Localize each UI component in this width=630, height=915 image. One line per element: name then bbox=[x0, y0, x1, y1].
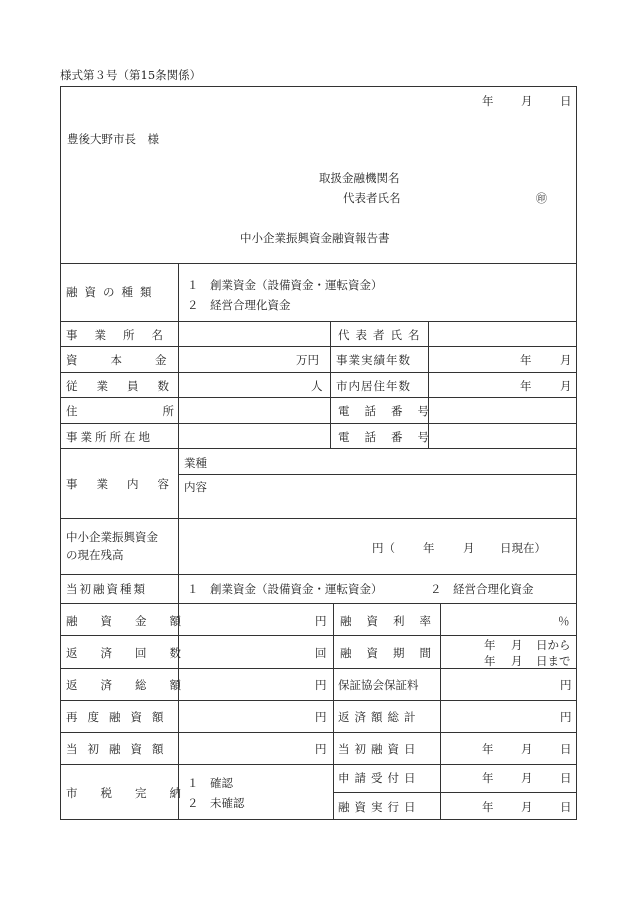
page-title: 中小企業振興資金融資報告書 bbox=[240, 231, 390, 245]
initial-loan-date-month: 月 bbox=[521, 742, 533, 756]
application-date-day: 日 bbox=[560, 771, 572, 785]
divider bbox=[333, 792, 577, 793]
repaid-total-unit: 円 bbox=[560, 710, 572, 724]
balance-label-line1: 中小企業振興資金 bbox=[66, 530, 158, 544]
loan-period-from-day: 日から bbox=[536, 638, 571, 652]
balance-month: 月 bbox=[463, 541, 475, 555]
rep-name-label: 代表者氏名 bbox=[338, 328, 426, 342]
initial-loan-type-option-2: ２ 経営合理化資金 bbox=[430, 582, 534, 596]
execution-date-day: 日 bbox=[560, 800, 572, 814]
balance-day: 日現在） bbox=[500, 541, 546, 555]
tax-option-1: １ 確認 bbox=[187, 776, 233, 790]
loan-period-from-month: 月 bbox=[511, 638, 523, 652]
balance-year: 年 bbox=[423, 541, 435, 555]
repaid-total-label: 返済額総計 bbox=[338, 710, 421, 724]
divider bbox=[60, 321, 577, 322]
loan-type-option-2: ２ 経営合理化資金 bbox=[187, 298, 291, 312]
phone-label-2: 電話番号 bbox=[338, 430, 444, 444]
divider bbox=[60, 518, 577, 519]
guarantee-fee-unit: 円 bbox=[560, 678, 572, 692]
initial-loan-amount-unit: 円 bbox=[315, 742, 327, 756]
content-label: 内容 bbox=[184, 480, 207, 494]
loan-type-label: 融資の種類 bbox=[66, 285, 159, 299]
industry-label: 業種 bbox=[184, 456, 207, 470]
residence-years-label: 市内居住年数 bbox=[336, 379, 411, 393]
form-number: 様式第３号（第15条関係） bbox=[60, 68, 202, 82]
guarantee-fee-label: 保証協会保証料 bbox=[338, 678, 419, 692]
tax-option-2: ２ 未確認 bbox=[187, 796, 245, 810]
divider bbox=[60, 263, 577, 264]
application-date-year: 年 bbox=[482, 771, 494, 785]
repay-total-unit: 円 bbox=[315, 678, 327, 692]
business-years-year: 年 bbox=[520, 353, 532, 367]
divider bbox=[330, 321, 331, 448]
divider bbox=[60, 574, 577, 575]
initial-loan-amount-label: 当初融資額 bbox=[66, 742, 174, 756]
institution-label: 取扱金融機関名 bbox=[319, 171, 400, 185]
execution-date-month: 月 bbox=[521, 800, 533, 814]
repay-count-label: 返済回数 bbox=[66, 646, 204, 660]
application-date-month: 月 bbox=[521, 771, 533, 785]
initial-loan-type-option-1: １ 創業資金（設備資金・運転資金） bbox=[187, 582, 383, 596]
execution-date-label: 融資実行日 bbox=[338, 800, 421, 814]
reloan-amount-label: 再度融資額 bbox=[66, 710, 174, 724]
representative-label: 代表者氏名 bbox=[343, 191, 401, 205]
addressee: 豊後大野市長 様 bbox=[67, 132, 159, 146]
divider bbox=[60, 764, 577, 765]
tax-label: 市税完納 bbox=[66, 786, 204, 800]
interest-rate-label: 融資利率 bbox=[340, 614, 446, 628]
application-date-label: 申請受付日 bbox=[338, 771, 421, 785]
loan-period-to-year: 年 bbox=[484, 654, 496, 668]
initial-loan-type-label: 当初融資種類 bbox=[66, 582, 147, 596]
loan-period-to-month: 月 bbox=[511, 654, 523, 668]
loan-period-to-day: 日まで bbox=[536, 654, 571, 668]
address-label: 住所 bbox=[66, 404, 259, 418]
reloan-amount-unit: 円 bbox=[315, 710, 327, 724]
divider bbox=[60, 700, 577, 701]
divider bbox=[60, 448, 577, 449]
divider bbox=[178, 263, 179, 820]
initial-loan-date-label: 当初融資日 bbox=[338, 742, 421, 756]
execution-date-year: 年 bbox=[482, 800, 494, 814]
office-name-label: 事業所名 bbox=[66, 328, 180, 342]
capital-label: 資本金 bbox=[66, 353, 200, 367]
divider bbox=[60, 668, 577, 669]
loan-period-from-year: 年 bbox=[484, 638, 496, 652]
divider bbox=[60, 603, 577, 604]
residence-years-year: 年 bbox=[520, 379, 532, 393]
divider bbox=[60, 732, 577, 733]
divider bbox=[178, 474, 577, 475]
date-month: 月 bbox=[521, 94, 533, 108]
capital-unit: 万円 bbox=[296, 353, 319, 367]
initial-loan-date-year: 年 bbox=[482, 742, 494, 756]
divider bbox=[60, 372, 577, 373]
loan-period-label: 融資期間 bbox=[340, 646, 446, 660]
seal-mark: ㊞ bbox=[536, 192, 547, 205]
divider bbox=[60, 423, 577, 424]
business-years-month: 月 bbox=[560, 353, 572, 367]
balance-label-line2: の現在残高 bbox=[66, 548, 124, 562]
interest-rate-unit: ％ bbox=[558, 614, 570, 628]
date-year: 年 bbox=[482, 94, 494, 108]
loan-type-option-1: １ 創業資金（設備資金・運転資金） bbox=[187, 278, 383, 292]
phone-label-1: 電話番号 bbox=[338, 404, 444, 418]
divider bbox=[440, 603, 441, 820]
initial-loan-date-day: 日 bbox=[560, 742, 572, 756]
divider bbox=[60, 346, 577, 347]
loan-amount-label: 融資金額 bbox=[66, 614, 204, 628]
repay-total-label: 返済総額 bbox=[66, 678, 204, 692]
balance-yen: 円（ bbox=[372, 541, 395, 555]
business-label: 事業内容 bbox=[66, 477, 188, 491]
employees-unit: 人 bbox=[311, 379, 323, 393]
residence-years-month: 月 bbox=[560, 379, 572, 393]
loan-amount-unit: 円 bbox=[315, 614, 327, 628]
divider bbox=[60, 635, 577, 636]
business-years-label: 事業実績年数 bbox=[336, 353, 411, 367]
divider bbox=[333, 603, 334, 820]
office-location-label: 事業所所在地 bbox=[66, 430, 153, 444]
divider bbox=[60, 397, 577, 398]
date-day: 日 bbox=[560, 94, 572, 108]
employees-label: 従業員数 bbox=[66, 379, 188, 393]
repay-count-unit: 回 bbox=[315, 646, 327, 660]
